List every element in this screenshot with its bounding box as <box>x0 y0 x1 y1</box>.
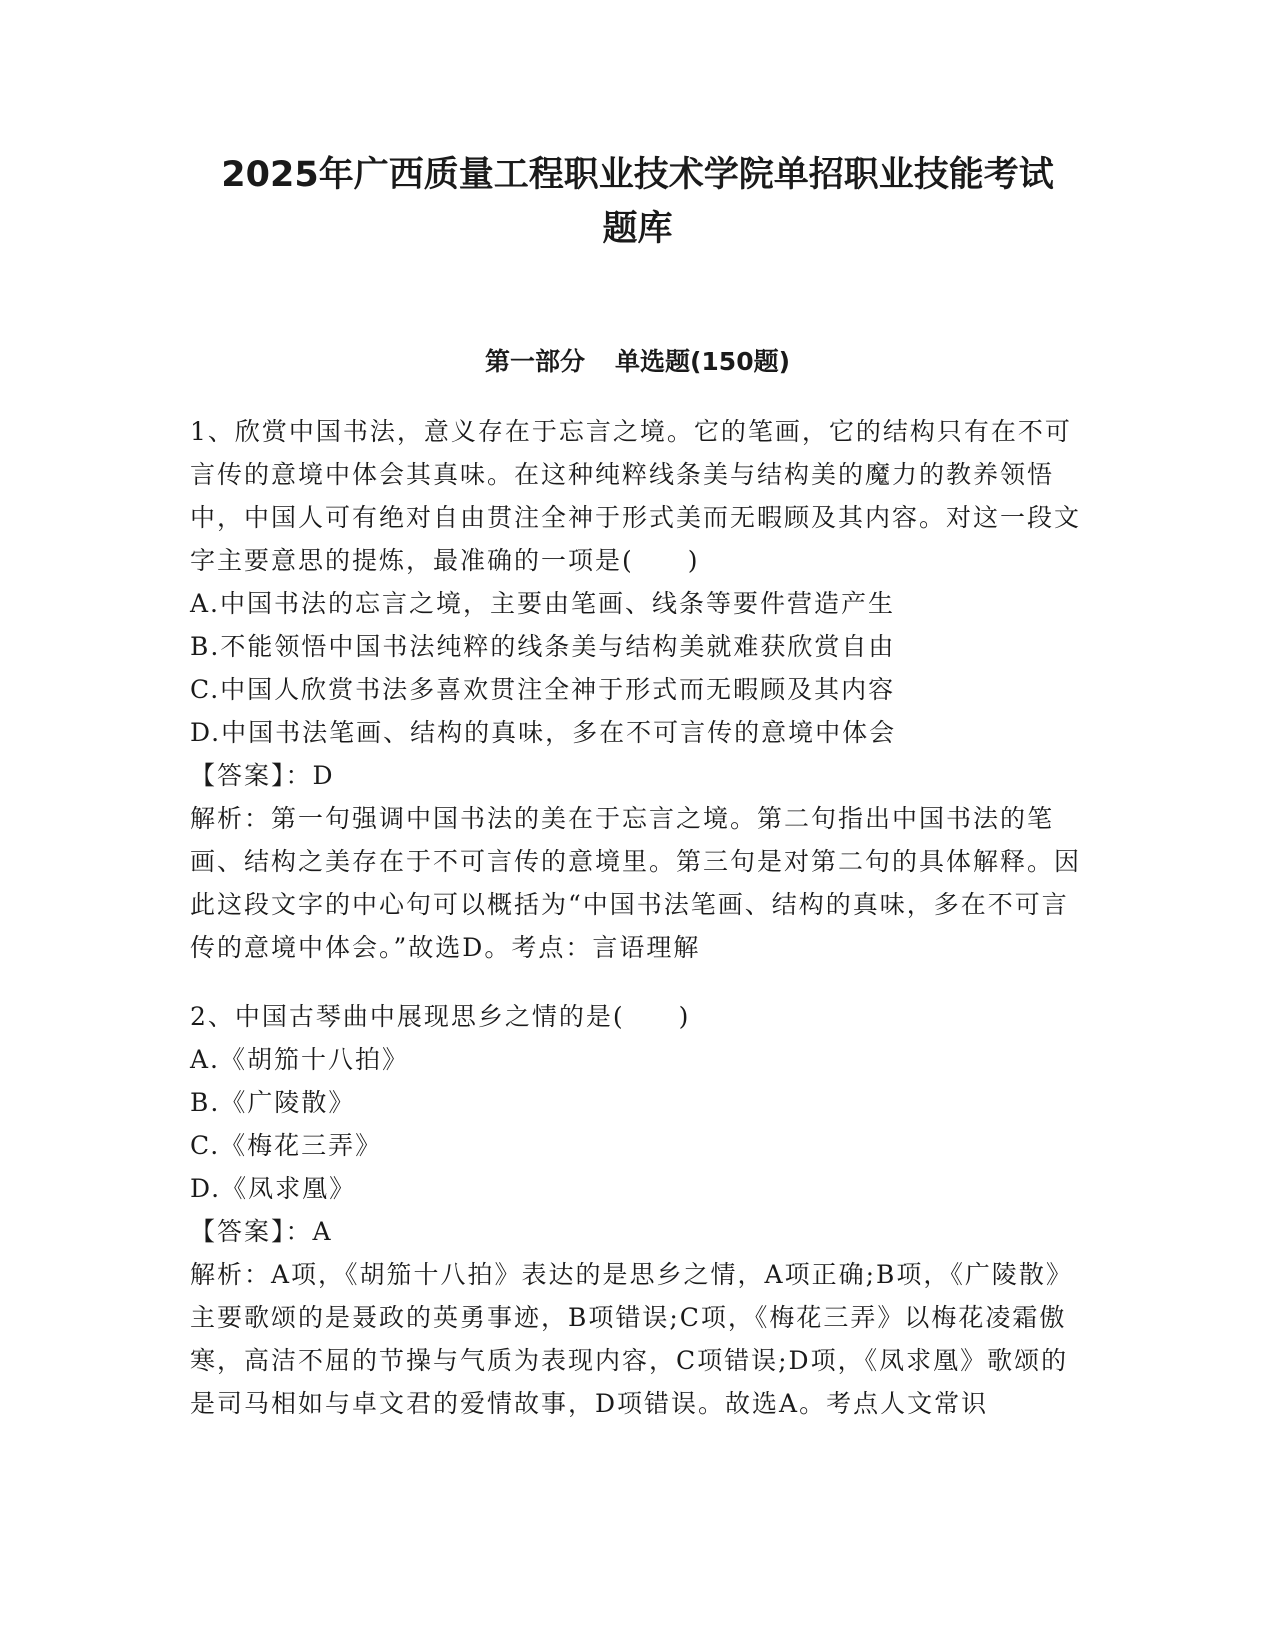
option-a: A.《胡笳十八拍》 <box>190 1045 410 1074</box>
option-d: D.中国书法笔画、结构的真味，多在不可言传的意境中体会 <box>190 718 897 747</box>
title-line-1: 2025年广西质量工程职业技术学院单招职业技能考试 <box>221 155 1054 195</box>
option-a: A.中国书法的忘言之境，主要由笔画、线条等要件营造产生 <box>190 589 896 618</box>
title-line-2: 题库 <box>602 209 673 249</box>
answer-line: 【答案】：A <box>190 1217 333 1246</box>
section-part-label: 第一部分 <box>484 347 585 376</box>
section-heading <box>140 345 1135 379</box>
question-item <box>190 995 1090 1425</box>
analysis-text: 解析：A项，《胡笳十八拍》表达的是思乡之情，A项正确;B项，《广陵散》主要歌颂的是聂政的英勇事迹，B项错误;C项，《梅花三弄》以梅花凌霜傲寒，高洁不屈的节操与气质为表现内容，C项错误;D项，《凤求凰》歌颂的是司马相如与卓文君的爱情故事，D项错误。故选A。考点人文常识 <box>190 1260 1073 1418</box>
question-stem: 2、中国古琴曲中展现思乡之情的是( ) <box>190 1002 691 1031</box>
option-c: C.《梅花三弄》 <box>190 1131 383 1160</box>
answer-line: 【答案】：D <box>190 761 335 790</box>
question-item <box>190 410 1090 969</box>
option-b: B.《广陵散》 <box>190 1088 356 1117</box>
option-d: D.《凤求凰》 <box>190 1174 357 1203</box>
question-stem: 1、欣赏中国书法，意义存在于忘言之境。它的笔画，它的结构只有在不可言传的意境中体会其真味。在这种纯粹线条美与结构美的魔力的教养领悟中，中国人可有绝对自由贯注全神于形式美而无暇顾及其内容。对这一段文字主要意思的提炼，最准确的一项是( ) <box>190 417 1082 575</box>
option-c: C.中国人欣赏书法多喜欢贯注全神于形式而无暇顾及其内容 <box>190 675 896 704</box>
document-title <box>140 148 1135 256</box>
analysis-text: 解析：第一句强调中国书法的美在于忘言之境。第二句指出中国书法的笔画、结构之美存在于不可言传的意境里。第三句是对第二句的具体解释。因此这段文字的中心句可以概括为“中国书法笔画、结构的真味，多在不可言传的意境中体会。”故选D。考点：言语理解 <box>190 804 1082 962</box>
section-name-label: 单选题(150题) <box>614 347 791 376</box>
option-b: B.不能领悟中国书法纯粹的线条美与结构美就难获欣赏自由 <box>190 632 896 661</box>
